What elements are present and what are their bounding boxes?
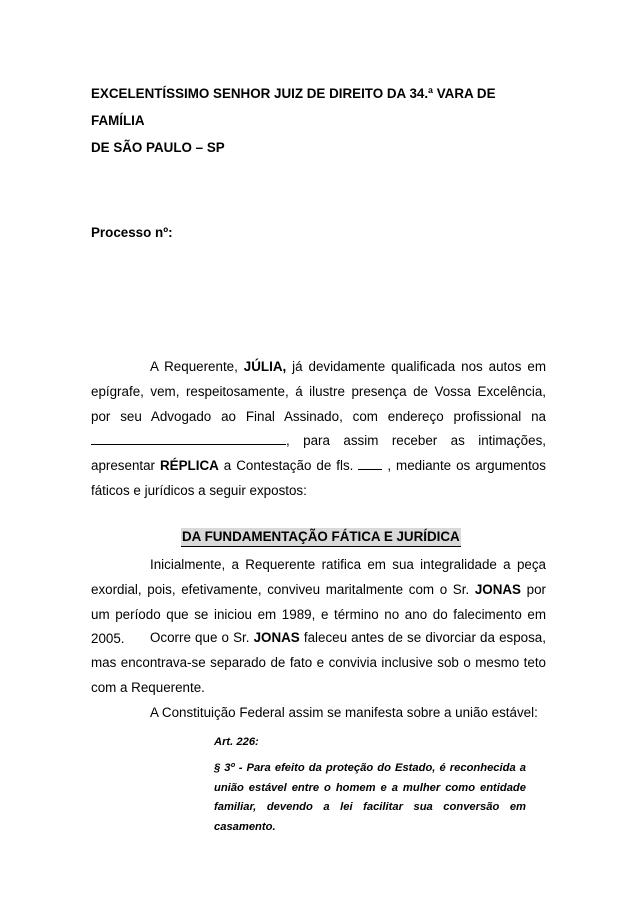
address-blank	[91, 432, 286, 445]
intro-paragraph: A Requerente, JÚLIA, já devidamente qualificada nos autos em epígrafe, vem, respeitosamente, á ilustre presença de Vossa Excelência, por seu Advogado ao Final Assinado, com endereço profissional na , para assim receber as intimações, apresentar RÉPLICA a Contestação de fls. , mediante os argumentos fáticos e jurídicos a seguir expostos:	[91, 359, 546, 498]
replica-term: RÉPLICA	[160, 458, 219, 474]
paragraph-death: Ocorre que o Sr. JONAS faleceu antes de se divorciar da esposa, mas encontrava-se separado de fato e convivia inclusive sob o mesmo teto com a Requerente.	[91, 630, 546, 695]
section-title: DA FUNDAMENTAÇÃO FÁTICA E JURÍDICA	[181, 528, 461, 547]
addressee-line-1: EXCELENTÍSSIMO SENHOR JUIZ DE DIREITO DA 34.ª VARA DE FAMÍLIA	[91, 86, 496, 128]
jonas-name: JONAS	[253, 630, 300, 645]
article-paragraph-quote: § 3º - Para efeito da proteção do Estado, é reconhecida a união estável entre o homem e a mulher como entidade familiar, devendo a lei facilitar sua conversão em casamento.	[214, 762, 526, 833]
paragraph-ratification: Inicialmente, a Requerente ratifica em sua integralidade a peça exordial, pois, efetivamente, conviveu maritalmente com o Sr. JONAS por um período que se iniciou em 1989, e término no ano do falecimento em 2005.	[91, 557, 546, 647]
addressee-line-2: DE SÃO PAULO – SP	[91, 140, 225, 155]
paragraph-constitution: A Constituição Federal assim se manifesta sobre a união estável:	[150, 705, 538, 720]
article-label: Art. 226:	[214, 736, 259, 748]
case-number-label: Processo nº:	[91, 225, 173, 240]
addressee-heading	[91, 80, 546, 161]
pages-blank	[358, 457, 382, 470]
jonas-name: JONAS	[474, 581, 521, 597]
plaintiff-name: JÚLIA,	[243, 359, 287, 374]
